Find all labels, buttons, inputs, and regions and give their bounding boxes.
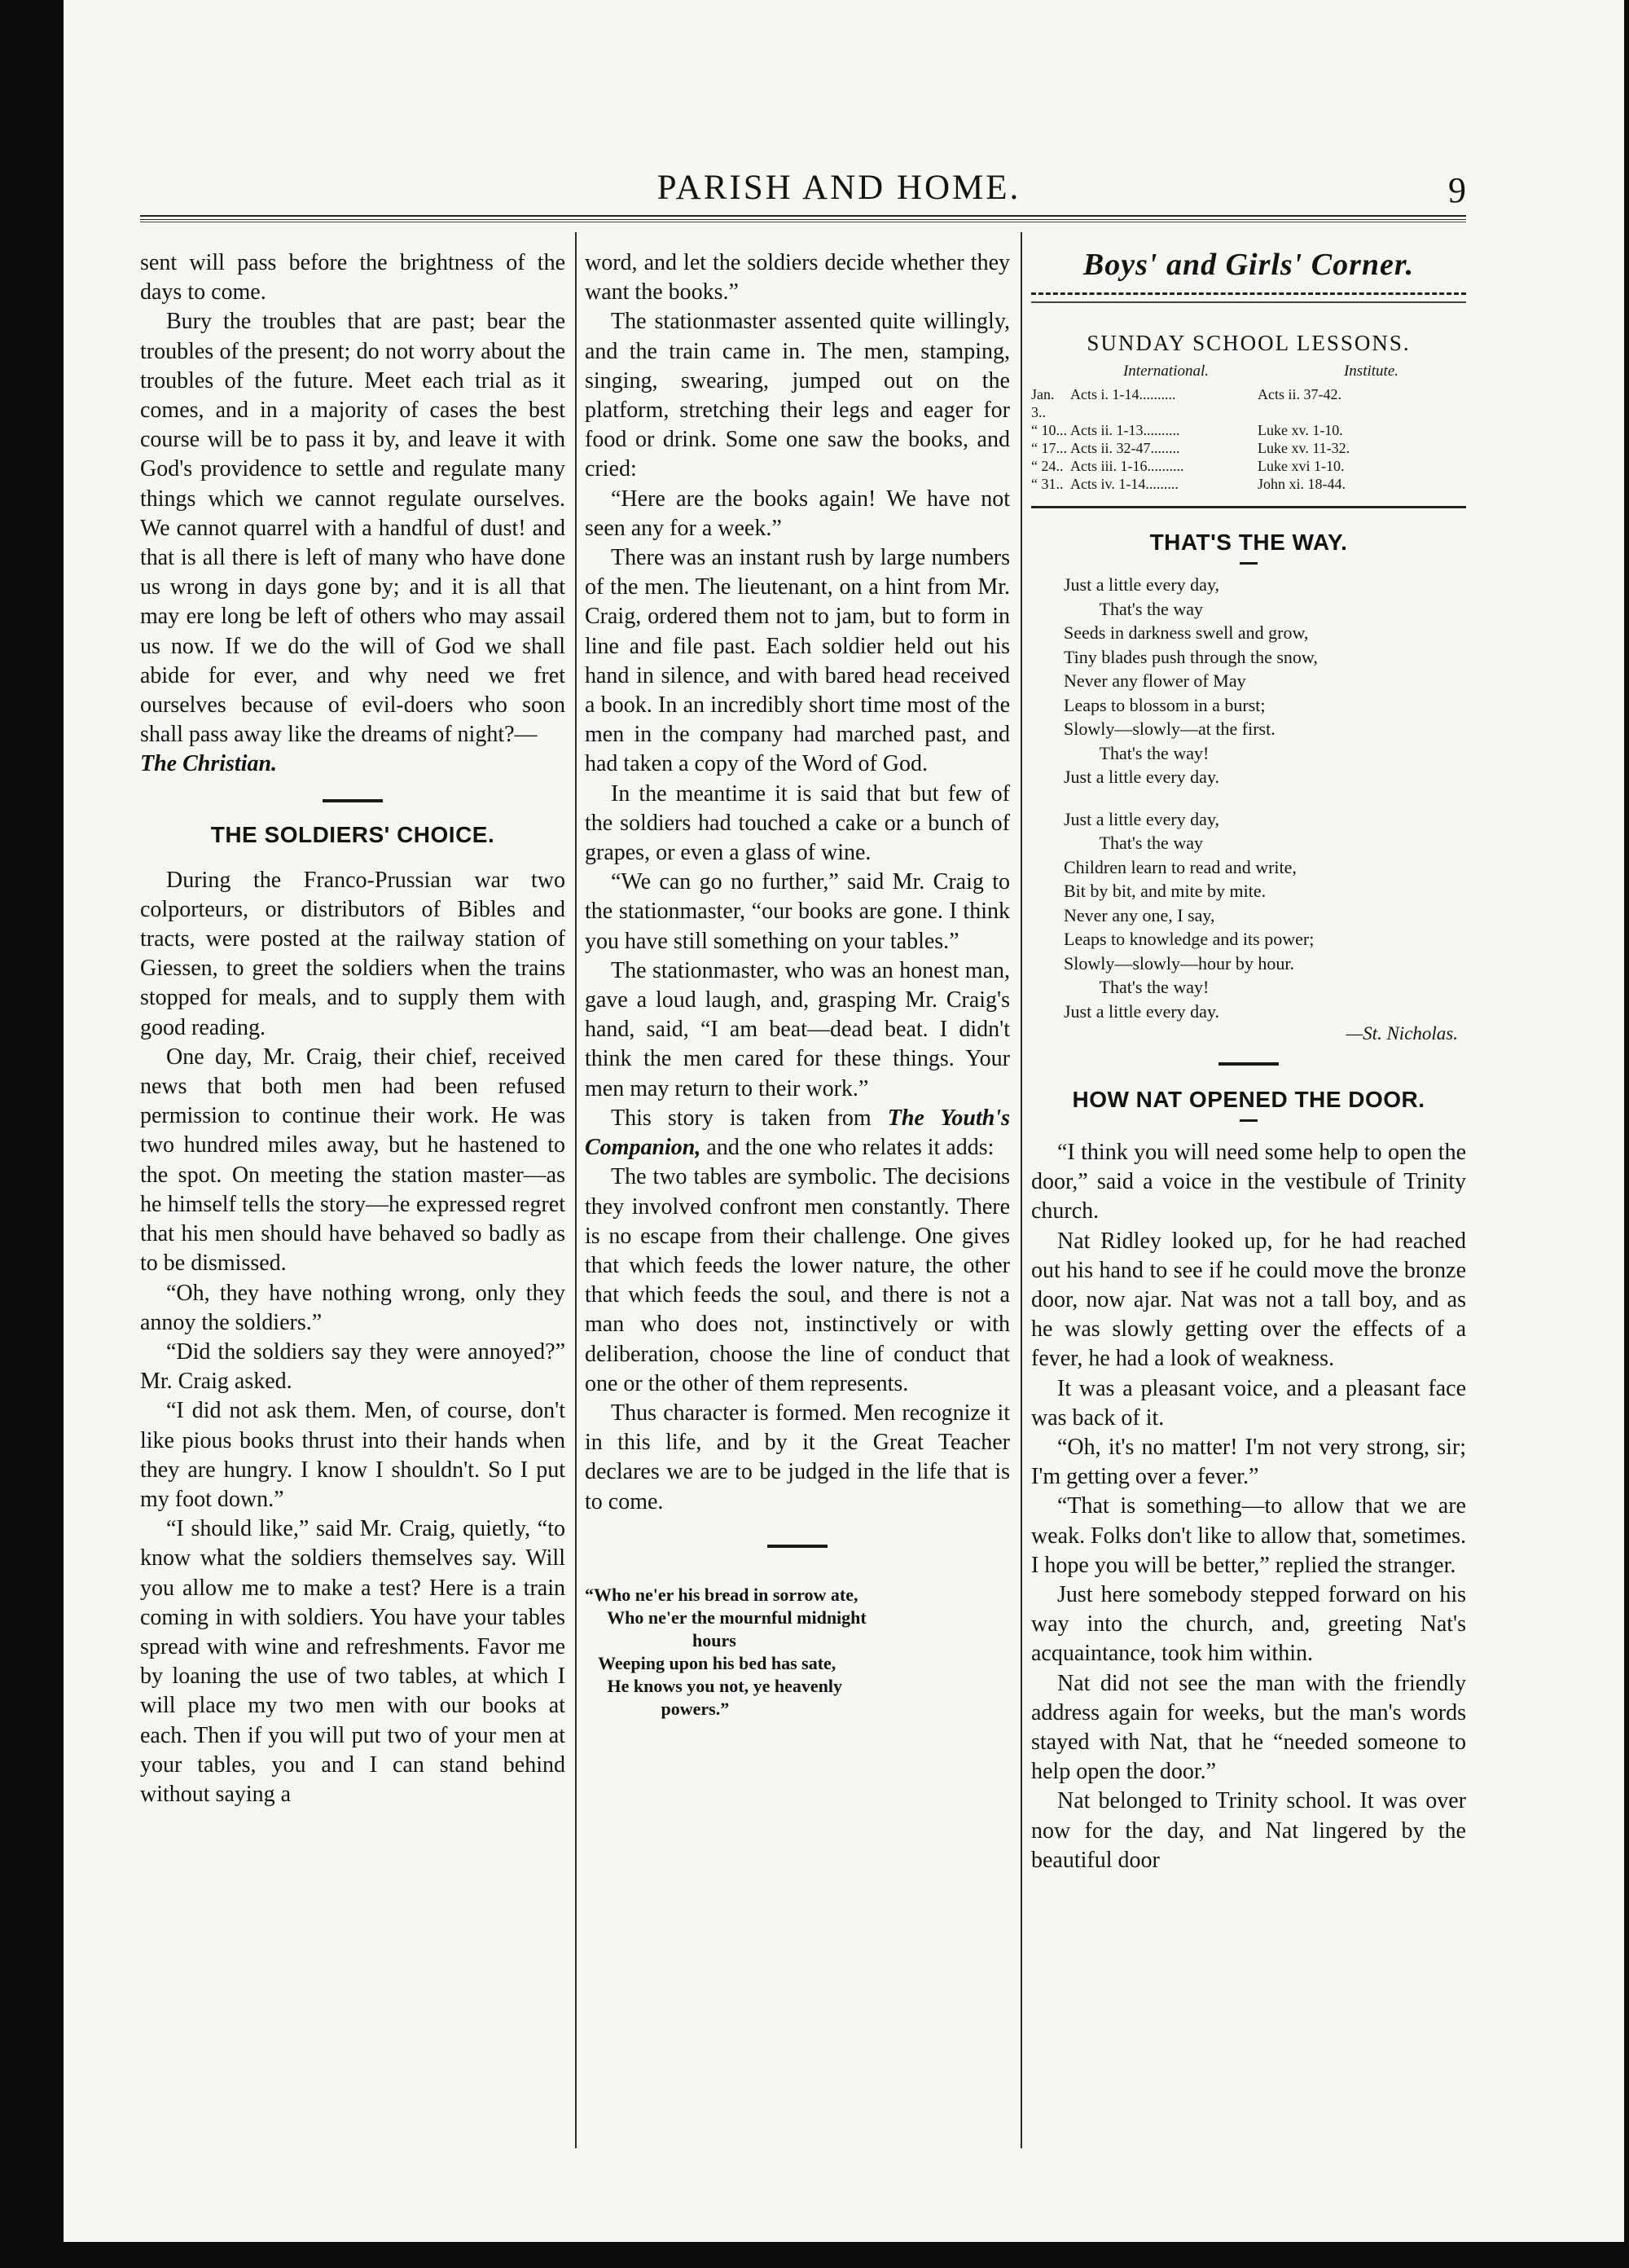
paragraph: It was a pleasant voice, and a pleasant face was back of it. [1031, 1375, 1466, 1431]
poem-line: Just a little every day, [1064, 574, 1220, 595]
poem-line: Children learn to read and write, [1064, 856, 1297, 877]
lessons-international: Acts ii. 32-47........ [1070, 440, 1180, 456]
poem-line: That's the way [1064, 598, 1203, 619]
source-credit: The Christian. [140, 751, 278, 777]
paragraph: “We can go no further,” said Mr. Craig to the stationmaster, “our books are gone. I think you have still something on your tables.” [585, 869, 1010, 954]
lessons-heading: SUNDAY SCHOOL LESSONS. [1087, 331, 1411, 355]
section-separator [1031, 1062, 1466, 1066]
paragraph: “I should like,” said Mr. Craig, quietly, “to know what the soldiers themselves say. Will you allow me to make a test? Here is a train coming in with soldiers. You have your tables spread with wine and refreshments. Favor me by loaning the use of two tables, at which I will place my two men with our books at each. Then if you will put two of your men at your tables, you and I can stand behind without saying a [140, 1516, 565, 1807]
paragraph: During the Franco-Prussian war two colporteurs, or distributors of Bibles and tracts, were posted at the railway station of Giessen, to greet the soldiers when the trains stopped for meals, and to supply them with good reading. [140, 867, 565, 1040]
lessons-date: “ 10... [1031, 422, 1067, 438]
paragraph-source [585, 1104, 1010, 1163]
poem-line: Bit by bit, and mite by mite. [1064, 881, 1267, 901]
lessons-row [1031, 439, 1466, 457]
lessons-table [1031, 385, 1466, 493]
poem-line: Never any one, I say, [1064, 904, 1215, 925]
verse-line: hours [585, 1629, 736, 1650]
header-rule [140, 215, 1466, 220]
lessons-date: “ 24.. [1031, 458, 1064, 474]
poem-stanza [1064, 807, 1466, 1024]
paragraph: “Did the soldiers say they were annoyed?” Mr. Craig asked. [140, 1338, 565, 1395]
paragraph: There was an instant rush by large numbers of the men. The lieutenant, on a hint from Mr. Craig, ordered them not to jam, but to form in line and file past. Each soldier held out his hand in silence, and with bared head received a book. In an incredibly short time most of the men in the company had marched past, and had taken a copy of the Word of God. [585, 545, 1010, 777]
lessons-col-institute: Institute. [1343, 363, 1399, 380]
poem-line: Seeds in darkness swell and grow, [1064, 622, 1309, 643]
lessons-international: Acts iv. 1-14......... [1070, 476, 1179, 492]
paragraph: Just here somebody stepped forward on his way into the church, and, greeting Nat's acquaintance, took him within. [1031, 1582, 1466, 1667]
lessons-row [1031, 421, 1466, 439]
paragraph: The stationmaster, who was an honest man, gave a loud laugh, and, grasping Mr. Craig's hand, said, “I am beat—dead beat. I didn't think the men cared for these things. Your men may return to their work.” [585, 957, 1010, 1101]
lessons-institute: Luke xv. 11-32. [1258, 440, 1350, 456]
poem-line: Leaps to knowledge and its power; [1064, 929, 1315, 949]
scan-bottom-edge [0, 2242, 1629, 2268]
poem-heading: THAT'S THE WAY. [1149, 530, 1348, 555]
paragraph: Thus character is formed. Men recognize it in this life, and by it the Great Teacher declares we are to be judged in the life that is to come. [585, 1400, 1010, 1514]
paragraph: In the meantime it is said that but few of the soldiers had touched a cake or a bunch of grapes, or even a glass of wine. [585, 780, 1010, 866]
verse-line: Who ne'er the mournful midnight [585, 1606, 867, 1628]
verse-line: Weeping upon his bed has sate, [585, 1652, 836, 1673]
paragraph: “I did not ask them. Men, of course, don't like pious books thrust into their hands when they are hungry. I know I shouldn't. So I put my foot down.” [140, 1398, 565, 1512]
paragraph: “That is something—to allow that we are weak. Folks don't like to allow that, sometimes. I hope you will be better,” replied the stranger. [1031, 1493, 1466, 1578]
paragraph: “Here are the books again! We have not seen any for a week.” [585, 486, 1010, 541]
source-publication: The Youth's Companion, [585, 1105, 1010, 1161]
lessons-institute: Luke xv. 1-10. [1258, 422, 1343, 438]
paragraph: “I think you will need some help to open the door,” said a voice in the vestibule of Trinity church. [1031, 1140, 1466, 1224]
paragraph: Nat did not see the man with the friendly address again for weeks, but the man's words stayed with Nat, that he “needed someone to help open the door.” [1031, 1670, 1466, 1785]
lessons-institute: Luke xvi 1-10. [1258, 458, 1345, 474]
paragraph: One day, Mr. Craig, their chief, received news that both men had been refused permission to continue their work. He was two hundred miles away, but he hastened to the spot. On meeting the station master—as he himself tells the story—he expressed regret that his men should have behaved so badly as to be dismissed. [140, 1044, 565, 1277]
lessons-date: “ 31.. [1031, 476, 1064, 492]
column-3 [1031, 248, 1466, 1875]
verse-line: He knows you not, ye heavenly [585, 1675, 842, 1696]
poem-line: Leaps to blossom in a burst; [1064, 694, 1266, 715]
lessons-date: Jan. 3.. [1031, 386, 1055, 420]
verse-quote [585, 1584, 1010, 1721]
lessons-institute: Acts ii. 37-42. [1258, 386, 1341, 402]
running-title: PARISH AND HOME. [656, 169, 1021, 207]
paragraph: The stationmaster assented quite willingly, and the train came in. The men, stamping, singing, swearing, jumped out on the platform, stretching their legs and eager for food or drink. Some one saw the books, and cried: [585, 309, 1010, 482]
poem-line: That's the way [1064, 833, 1203, 853]
paragraph: Nat Ridley looked up, for he had reached out his hand to see if he could move the bronze door, now ajar. Nat was not a tall boy, and as he was slowly getting over the effects of a fever, he had a look of weakness. [1031, 1228, 1466, 1372]
verse-line: powers.” [585, 1698, 730, 1719]
paragraph: The two tables are symbolic. The decisions they involved confront men constantly. There is no escape from their challenge. One gives that which feeds the lower nature, the other that which feeds the soul, and there is not a man who does not, instinctively or with deliberation, choose the line of conduct that one or the other of them represents. [585, 1164, 1010, 1396]
lessons-international: Acts iii. 1-16.......... [1070, 458, 1184, 474]
paragraph: Bury the troubles that are past; bear the troubles of the present; do not worry about the troubles of the future. Meet each trial as it comes, and in a majority of cases the best course will be to pass it by, and leave it with God's providence to settle and regulate many things which we cannot regulate ourselves. We cannot quarrel with a handful of dust! and that is all there is left of many who have done us wrong in days gone by; and it is all that may ere long be left of others who may assail us now. If we do the will of God we shall abide for ever, and why need we fret ourselves because of evil-doers who soon shall pass away like the dreams of night?— [140, 309, 565, 748]
corner-title: Boys' and Girls' Corner. [1082, 248, 1415, 282]
paragraph: sent will pass before the brightness of the days to come. [140, 250, 565, 305]
scan-left-edge [0, 0, 64, 2268]
lessons-row [1031, 457, 1466, 475]
poem-line: Never any flower of May [1064, 670, 1246, 691]
paragraph: “Oh, it's no matter! I'm not very strong, sir; I'm getting over a fever.” [1031, 1435, 1466, 1490]
poem-line: Just a little every day, [1064, 808, 1220, 829]
poem-heading-dash [1240, 562, 1258, 565]
section-separator [140, 799, 565, 802]
story-heading-dash [1240, 1119, 1258, 1122]
lessons-row [1031, 475, 1466, 493]
paragraph: “Oh, they have nothing wrong, only they annoy the soldiers.” [140, 1280, 565, 1335]
section-separator [585, 1545, 1010, 1548]
poem-source: —St. Nicholas. [1346, 1023, 1458, 1044]
lessons-institute: John xi. 18-44. [1258, 476, 1346, 492]
column-divider-2 [1021, 232, 1022, 2148]
column-2 [585, 248, 1010, 1721]
column-divider-1 [575, 232, 577, 2148]
verse-line: “Who ne'er his bread in sorrow ate, [585, 1584, 858, 1605]
poem-line: That's the way! [1064, 977, 1210, 997]
lessons-rule [1031, 506, 1466, 508]
lessons-international: Acts i. 1-14.......... [1070, 386, 1176, 402]
scan-right-edge [1624, 0, 1629, 2268]
lessons-date: “ 17... [1031, 440, 1067, 456]
paragraph: Nat belonged to Trinity school. It was over now for the day, and Nat lingered by the beautiful door [1031, 1788, 1466, 1873]
paragraph: word, and let the soldiers decide whether they want the books.” [585, 250, 1010, 305]
lessons-col-international: International. [1122, 363, 1210, 380]
poem-line: Tiny blades push through the snow, [1064, 646, 1318, 667]
source-text-before: This story is taken from [611, 1105, 888, 1131]
lessons-row [1031, 385, 1466, 421]
lessons-subheads [1031, 363, 1466, 380]
poem-line: Slowly—slowly—hour by hour. [1064, 952, 1294, 974]
lessons-international: Acts ii. 1-13.......... [1070, 422, 1180, 438]
page-number: 9 [1448, 170, 1466, 210]
poem-line: Slowly—slowly—at the first. [1064, 719, 1276, 739]
story-heading: HOW NAT OPENED THE DOOR. [1072, 1087, 1425, 1112]
poem-line: Just a little every day. [1064, 1000, 1220, 1022]
source-text-after: and the one who relates it adds: [700, 1135, 995, 1161]
poem-line: That's the way! [1064, 742, 1210, 763]
corner-rule [1031, 292, 1466, 303]
poem-line: Just a little every day. [1064, 767, 1220, 787]
section-heading: THE SOLDIERS' CHOICE. [210, 821, 495, 847]
poem-stanza [1064, 573, 1466, 789]
column-1 [140, 248, 565, 1809]
